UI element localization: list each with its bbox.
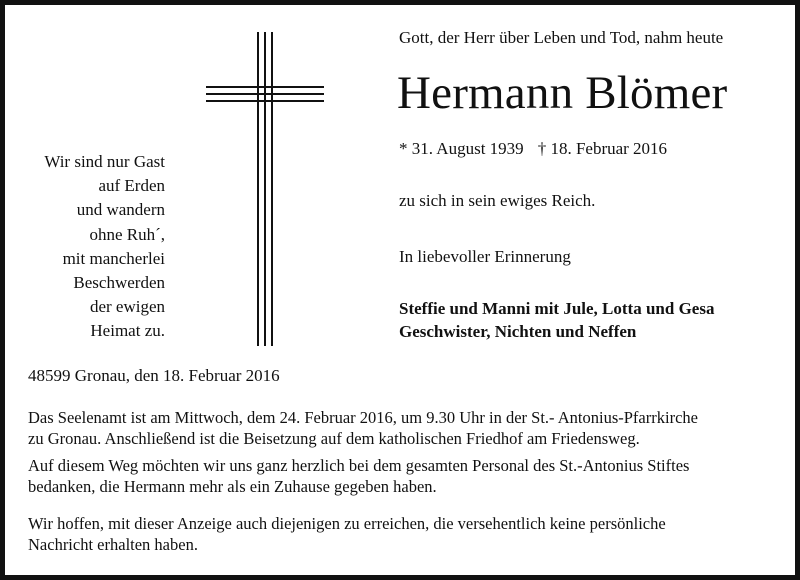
latin-cross-icon bbox=[204, 32, 326, 346]
paragraph-line: Wir hoffen, mit dieser Anzeige auch diejenigen zu erreichen, die versehentlich keine persönliche bbox=[28, 514, 666, 533]
place-date: 48599 Gronau, den 18. Februar 2016 bbox=[28, 366, 280, 385]
closing-paragraph bbox=[28, 513, 778, 555]
poem bbox=[20, 150, 165, 344]
reich-line: zu sich in sein ewiges Reich. bbox=[399, 191, 596, 210]
thanks-paragraph bbox=[28, 455, 778, 497]
intro-line: Gott, der Herr über Leben und Tod, nahm heute bbox=[399, 28, 724, 47]
paragraph-line: Das Seelenamt ist am Mittwoch, dem 24. Februar 2016, um 9.30 Uhr in der St.- Antonius-Pfarrkirche bbox=[28, 408, 698, 427]
poem-line: auf Erden bbox=[98, 176, 165, 196]
poem-line: Wir sind nur Gast bbox=[44, 152, 165, 171]
death-date: † 18. Februar 2016 bbox=[537, 139, 668, 158]
poem-line: und wandern bbox=[76, 200, 165, 220]
poem-line: Beschwerden bbox=[73, 273, 165, 293]
paragraph-line: zu Gronau. Anschließend ist die Beisetzung auf dem katholischen Friedhof am Friedensweg. bbox=[28, 429, 640, 448]
mourners-line: Steffie und Manni mit Jule, Lotta und Gesa bbox=[399, 299, 715, 318]
mourners-line: Geschwister, Nichten und Neffen bbox=[399, 322, 637, 341]
paragraph-line: bedanken, die Hermann mehr als ein Zuhause gegeben haben. bbox=[28, 477, 437, 496]
life-dates bbox=[399, 139, 667, 159]
funeral-paragraph bbox=[28, 407, 778, 449]
poem-line: Heimat zu. bbox=[90, 321, 165, 341]
remembrance-line: In liebevoller Erinnerung bbox=[399, 247, 571, 266]
birth-date: * 31. August 1939 bbox=[399, 139, 524, 158]
poem-line: der ewigen bbox=[89, 297, 165, 317]
poem-line: mit mancherlei bbox=[62, 248, 165, 268]
poem-line: ohne Ruh´, bbox=[89, 224, 165, 244]
paragraph-line: Auf diesem Weg möchten wir uns ganz herzlich bei dem gesamten Personal des St.-Antonius Stiftes bbox=[28, 456, 690, 475]
deceased-name: Hermann Blömer bbox=[397, 67, 728, 119]
paragraph-line: Nachricht erhalten haben. bbox=[28, 535, 198, 554]
